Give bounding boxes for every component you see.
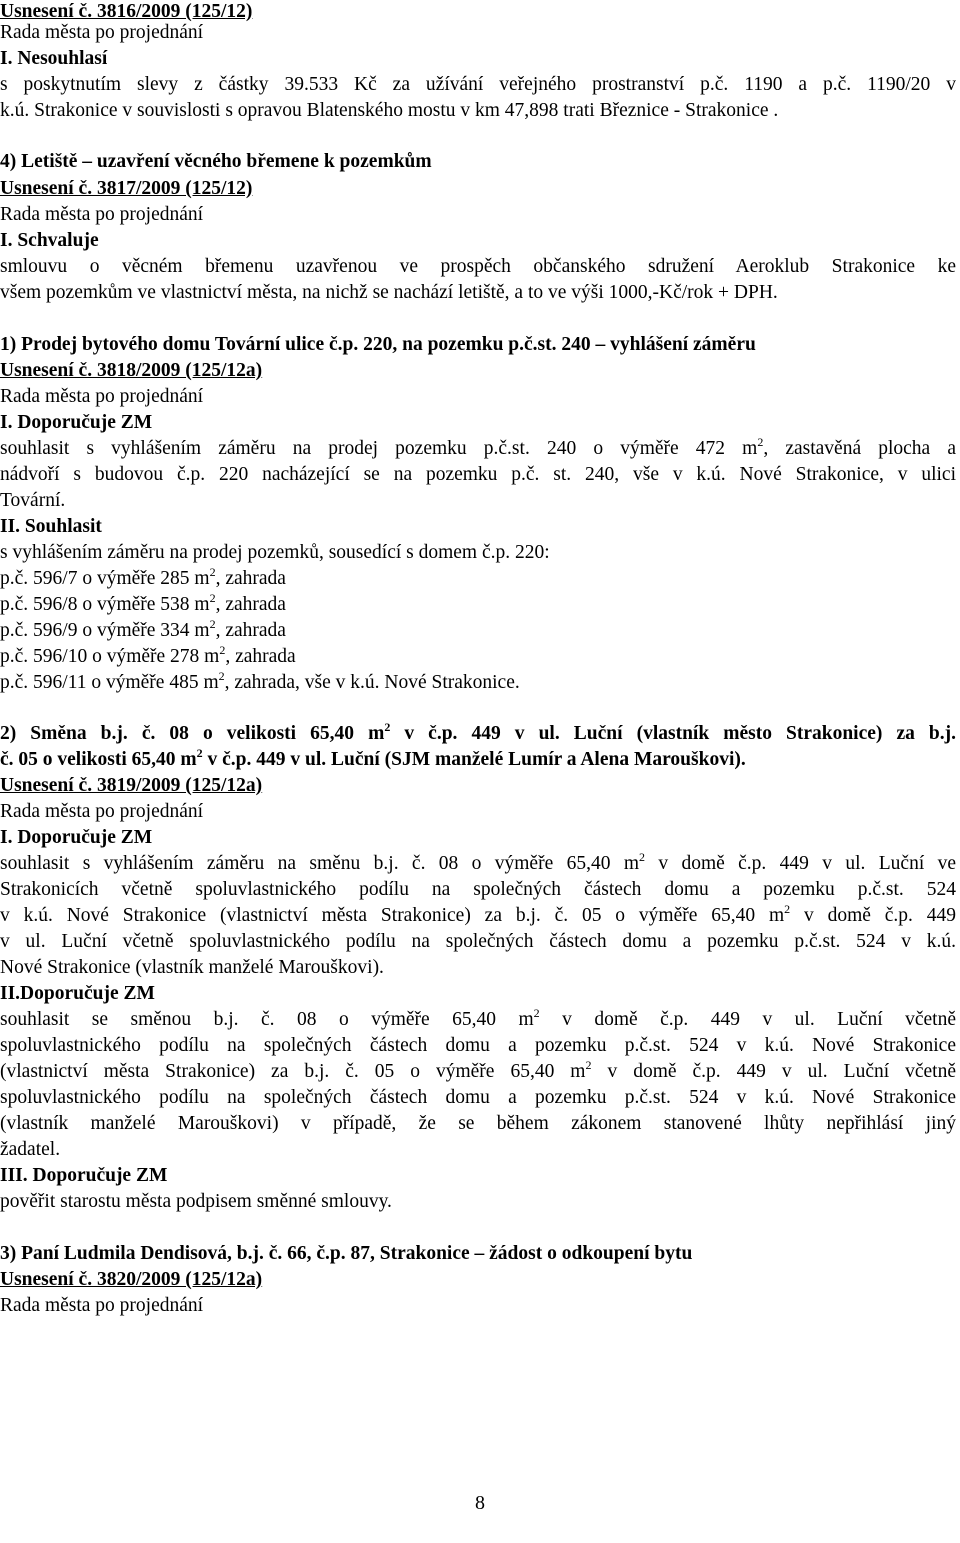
text-segment: souhlasit s vyhlášením záměru na směnu b.j. č. 08 o výměře 65,40 m bbox=[0, 853, 639, 874]
text-line: spoluvlastnického podílu na společných částech domu a pozemku p.č.st. 524 v k.ú. Nové Strakonice bbox=[0, 1087, 956, 1108]
text-segment: v č.p. 449 v ul. Luční (vlastník město Strakonice) za b.j. bbox=[390, 723, 956, 744]
text-segment: , zahrada bbox=[215, 594, 286, 615]
text-line: žadatel. bbox=[0, 1139, 61, 1160]
text-line bbox=[0, 567, 956, 591]
text-segment: č. 05 o velikosti 65,40 m bbox=[0, 749, 197, 770]
text-line: s poskytnutím slevy z částky 39.533 Kč za užívání veřejného prostranství p.č. 1190 a p.č. 1190/20 v bbox=[0, 74, 956, 95]
superscript: 2 bbox=[533, 1008, 540, 1020]
text-line: nádvoří s budovou č.p. 220 nacházející se na pozemku p.č. st. 240, vše v k.ú. Nové Strakonice, v ulici bbox=[0, 464, 956, 485]
text-line: III. Doporučuje ZM bbox=[0, 1165, 168, 1186]
text-segment: v domě č.p. 449 v ul. Luční ve bbox=[645, 853, 956, 874]
text-segment: v k.ú. Nové Strakonice (vlastnictví města Strakonice) za b.j. č. 05 o výměře 65,40 m bbox=[0, 905, 785, 926]
text-line: Rada města po projednání bbox=[0, 22, 204, 43]
superscript: 2 bbox=[757, 437, 764, 449]
text-segment: p.č. 596/8 o výměře 538 m bbox=[0, 594, 210, 615]
text-line: I. Doporučuje ZM bbox=[0, 827, 153, 848]
text-segment: p.č. 596/10 o výměře 278 m bbox=[0, 646, 220, 667]
superscript: 2 bbox=[196, 748, 203, 760]
text-line: 1) Prodej bytového domu Tovární ulice č.p. 220, na pozemku p.č.st. 240 – vyhlášení záměru bbox=[0, 334, 756, 355]
text-line bbox=[0, 671, 956, 695]
text-line: pověřit starostu města podpisem směnné smlouvy. bbox=[0, 1191, 392, 1212]
text-line: Usnesení č. 3816/2009 (125/12) bbox=[0, 1, 253, 22]
text-segment: v domě č.p. 449 v ul. Luční včetně bbox=[591, 1061, 956, 1082]
text-segment: v domě č.p. 449 v ul. Luční včetně bbox=[539, 1009, 956, 1030]
text-segment: v domě č.p. 449 bbox=[790, 905, 956, 926]
text-line: I. Nesouhlasí bbox=[0, 48, 108, 69]
text-line: Usnesení č. 3817/2009 (125/12) bbox=[0, 178, 253, 199]
text-line: Usnesení č. 3818/2009 (125/12a) bbox=[0, 360, 263, 381]
text-line: II.Doporučuje ZM bbox=[0, 983, 155, 1004]
text-line: v ul. Luční včetně spoluvlastnického podílu na společných částech domu a pozemku p.č.st. 524 v k.ú. bbox=[0, 931, 956, 952]
superscript: 2 bbox=[209, 567, 216, 579]
text-segment: , zahrada, vše v k.ú. Nové Strakonice. bbox=[224, 672, 520, 693]
superscript: 2 bbox=[219, 645, 226, 657]
text-line: Usnesení č. 3819/2009 (125/12a) bbox=[0, 775, 263, 796]
superscript: 2 bbox=[209, 593, 216, 605]
text-line: Strakonicích včetně spoluvlastnického podílu na společných částech domu a pozemku p.č.st. 524 bbox=[0, 879, 956, 900]
text-line: Tovární. bbox=[0, 490, 66, 511]
superscript: 2 bbox=[218, 671, 225, 683]
text-line: Rada města po projednání bbox=[0, 204, 204, 225]
text-line: II. Souhlasit bbox=[0, 516, 102, 537]
text-segment: , zahrada bbox=[215, 568, 286, 589]
text-line bbox=[0, 1008, 956, 1032]
text-line bbox=[0, 619, 956, 643]
text-line: I. Doporučuje ZM bbox=[0, 412, 153, 433]
text-line: s vyhlášením záměru na prodej pozemků, sousedící s domem č.p. 220: bbox=[0, 542, 550, 563]
text-line bbox=[0, 645, 956, 669]
text-segment: p.č. 596/9 o výměře 334 m bbox=[0, 620, 210, 641]
text-segment: souhlasit se směnou b.j. č. 08 o výměře 65,40 m bbox=[0, 1009, 534, 1030]
text-line bbox=[0, 852, 956, 876]
text-line bbox=[0, 593, 956, 617]
text-segment: v č.p. 449 v ul. Luční (SJM manželé Lumír a Alena Marouškovi). bbox=[202, 749, 746, 770]
text-line: Rada města po projednání bbox=[0, 801, 204, 822]
text-line bbox=[0, 748, 956, 772]
text-segment: , zahrada bbox=[225, 646, 296, 667]
superscript: 2 bbox=[585, 1060, 592, 1072]
text-line bbox=[0, 437, 956, 461]
text-line: I. Schvaluje bbox=[0, 230, 99, 251]
text-line: Usnesení č. 3820/2009 (125/12a) bbox=[0, 1269, 263, 1290]
text-segment: souhlasit s vyhlášením záměru na prodej pozemku p.č.st. 240 o výměře 472 m bbox=[0, 438, 758, 459]
text-line: 4) Letiště – uzavření věcného břemene k pozemkům bbox=[0, 151, 432, 172]
superscript: 2 bbox=[784, 904, 791, 916]
text-line: spoluvlastnického podílu na společných částech domu a pozemku p.č.st. 524 v k.ú. Nové Strakonice bbox=[0, 1035, 956, 1056]
text-line: Rada města po projednání bbox=[0, 1295, 204, 1316]
text-segment: p.č. 596/11 o výměře 485 m bbox=[0, 672, 219, 693]
text-segment: , zahrada bbox=[215, 620, 286, 641]
text-line: k.ú. Strakonice v souvislosti s opravou Blatenského mostu v km 47,898 trati Březnice - Strakonice . bbox=[0, 100, 779, 121]
text-line: Rada města po projednání bbox=[0, 386, 204, 407]
text-line bbox=[0, 904, 956, 928]
text-line: (vlastník manželé Marouškovi) v případě, že se během zákonem stanovené lhůty nepřihlásí jiný bbox=[0, 1113, 956, 1134]
text-segment: (vlastnictví města Strakonice) za b.j. č. 05 o výměře 65,40 m bbox=[0, 1061, 586, 1082]
page-number: 8 bbox=[475, 1492, 485, 1514]
text-line: 3) Paní Ludmila Dendisová, b.j. č. 66, č.p. 87, Strakonice – žádost o odkoupení bytu bbox=[0, 1243, 693, 1264]
superscript: 2 bbox=[384, 722, 391, 734]
text-line bbox=[0, 722, 956, 746]
text-segment: p.č. 596/7 o výměře 285 m bbox=[0, 568, 210, 589]
superscript: 2 bbox=[209, 619, 216, 631]
superscript: 2 bbox=[639, 852, 645, 864]
text-line bbox=[0, 1060, 956, 1084]
text-line: smlouvu o věcném břemenu uzavřenou ve prospěch občanského sdružení Aeroklub Strakonice ke bbox=[0, 256, 956, 277]
text-segment: , zastavěná plocha a bbox=[763, 438, 956, 459]
text-segment: 2) Směna b.j. č. 08 o velikosti 65,40 m bbox=[0, 723, 385, 744]
text-line: Nové Strakonice (vlastník manželé Marouškovi). bbox=[0, 957, 384, 978]
text-line: všem pozemkům ve vlastnictví města, na nichž se nachází letiště, a to ve výši 1000,-Kč/rok + DPH. bbox=[0, 282, 778, 303]
